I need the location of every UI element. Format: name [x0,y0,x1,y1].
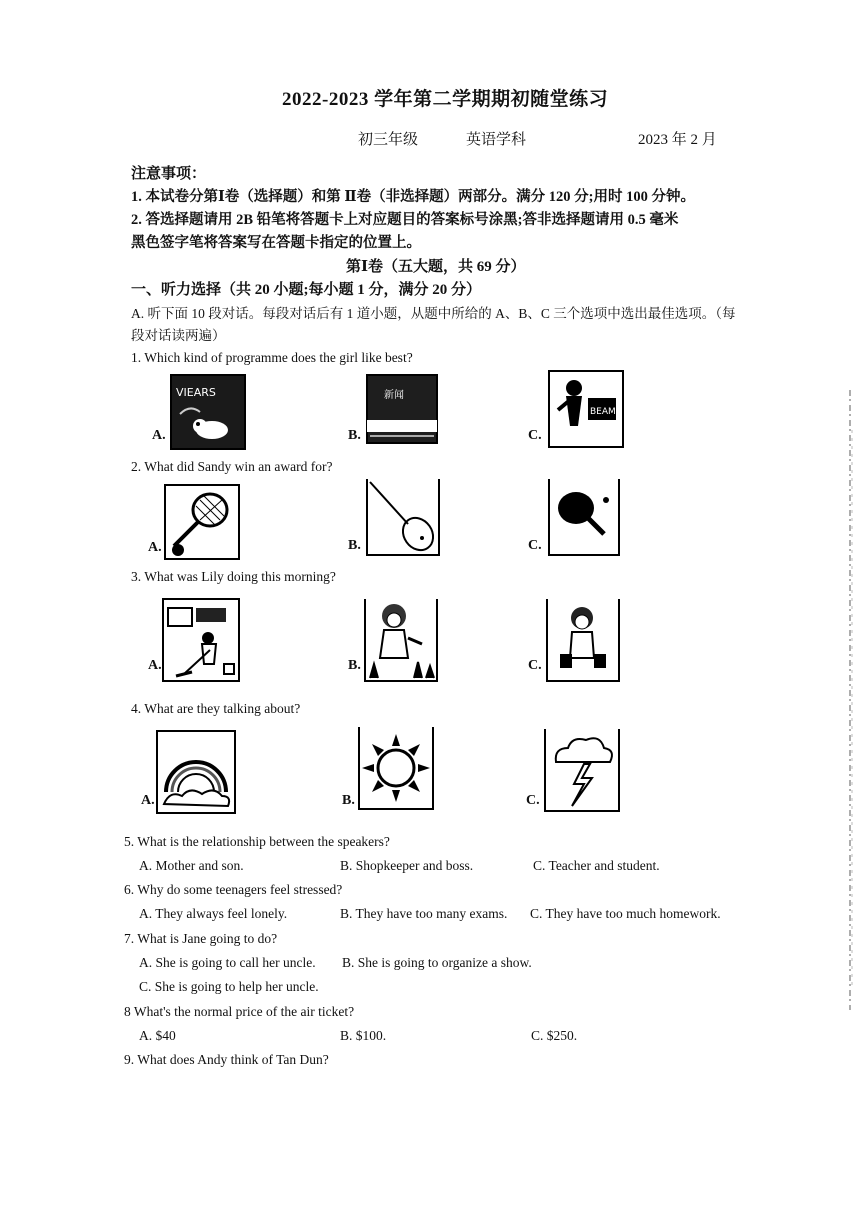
svg-text:新闻: 新闻 [384,390,404,401]
watering-plants-icon [364,598,438,682]
news-programme-icon [366,374,438,444]
option-label: B. [342,793,355,808]
q5-option-b: B. Shopkeeper and boss. [340,858,474,873]
grade-label: 初三年级 [358,132,419,148]
q7-option-b: B. She is going to organize a show. [342,955,532,970]
cartoon-programme-icon [170,374,246,450]
q5-option-c: C. Teacher and student. [533,858,660,873]
option-label: C. [526,793,540,808]
svg-text:BEAM: BEAM [590,407,616,417]
svg-text:VIEARS: VIEARS [176,386,216,399]
notes-heading: 注意事项： [131,166,207,182]
q7-option-c: C. She is going to help her uncle. [139,979,319,994]
question-9: 9. What does Andy think of Tan Dun? [124,1052,329,1067]
q6-option-c: C. They have too much homework. [530,906,721,921]
question-1: 1. Which kind of programme does the girl like best? [131,350,413,365]
girl-with-bags-icon [546,598,620,682]
question-8: 8 What's the normal price of the air ticket? [124,1004,355,1019]
question-3: 3. What was Lily doing this morning? [131,569,336,584]
note-item-1: 1. 本试卷分第Ⅰ卷（选择题）和第 Ⅱ卷（非选择题）两部分。满分 120 分;用时 100 分钟。 [131,189,695,205]
table-tennis-icon [548,478,620,556]
option-label: C. [528,658,542,673]
q8-option-a: A. $40 [139,1028,176,1043]
option-label: A. [148,540,162,555]
thunderstorm-icon [544,728,620,812]
option-label: B. [348,428,361,443]
option-label: C. [528,538,542,553]
section-heading: 一、听力选择（共 20 小题;每小题 1 分，满分 20 分） [131,282,481,298]
note-item-2-cont: 黑色签字笔将答案写在答题卡指定的位置上。 [131,235,421,251]
subject-label: 英语学科 [466,132,527,148]
option-label: A. [148,658,162,673]
option-label: A. [152,428,166,443]
exam-title: 2022-2023 学年第二学期期初随堂练习 [282,89,609,110]
q8-option-c: C. $250. [531,1028,578,1043]
exam-date: 2023 年 2 月 [638,132,717,148]
section-instruction-cont: 段对话读两遍） [131,328,226,343]
option-label: C. [528,428,542,443]
volume-heading: 第Ⅰ卷（五大题，共 69 分） [346,259,526,275]
sun-icon [358,726,434,810]
q5-option-a: A. Mother and son. [139,858,244,873]
question-6: 6. Why do some teenagers feel stressed? [124,882,343,897]
question-5: 5. What is the relationship between the speakers? [124,834,390,849]
question-7: 7. What is Jane going to do? [124,931,278,946]
tennis-icon [164,484,240,560]
q8-option-b: B. $100. [340,1028,387,1043]
scan-edge-artifact [846,390,854,1010]
option-label: B. [348,658,361,673]
note-item-2: 2. 答选择题请用 2B 铅笔将答题卡上对应题目的答案标号涂黑;答非选择题请用 0.5 毫米 [131,212,679,228]
q6-option-b: B. They have too many exams. [340,906,508,921]
question-2: 2. What did Sandy win an award for? [131,459,333,474]
section-instruction: A. 听下面 10 段对话。每段对话后有 1 道小题，从题中所给的 A、B、C 三个选项中选出最佳选项。（每 [131,306,736,321]
option-label: A. [141,793,155,808]
q7-option-a: A. She is going to call her uncle. [139,955,316,970]
rainbow-icon [156,730,236,814]
badminton-icon [366,478,440,556]
question-4: 4. What are they talking about? [131,701,301,716]
sweeping-floor-icon [162,598,240,682]
sports-programme-icon [548,370,624,448]
option-label: B. [348,538,361,553]
q6-option-a: A. They always feel lonely. [139,906,288,921]
